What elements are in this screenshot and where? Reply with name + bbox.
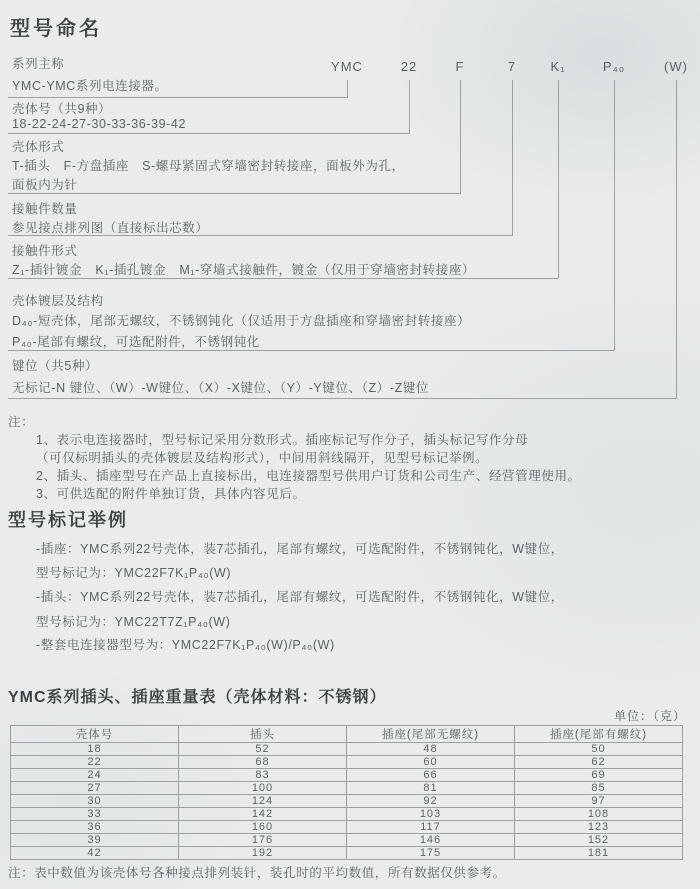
table-cell: 18 [11, 743, 179, 756]
section-desc: 面板内为针 [12, 178, 78, 192]
table-cell: 146 [347, 834, 515, 847]
table-cell: 52 [179, 743, 347, 756]
table-cell: 50 [515, 743, 683, 756]
table-cell: 192 [179, 847, 347, 860]
column-header-shell-no: 壳体号 [11, 726, 179, 743]
example-line: 型号标记为：YMC22F7K₁P₄₀(W) [36, 566, 232, 580]
table-row [11, 782, 683, 795]
section-label-series: 系列主称 [12, 57, 65, 71]
table-cell: 83 [179, 769, 347, 782]
table-cell: 66 [347, 769, 515, 782]
table-row [11, 821, 683, 834]
example-line: -插头：YMC系列22号壳体，装7芯插孔，尾部有螺纹，可选配附件，不锈钢钝化，W键位， [36, 590, 564, 604]
table-cell: 33 [11, 808, 179, 821]
model-code-series: YMC [331, 59, 363, 74]
section-label-key: 键位（共5种） [12, 359, 99, 373]
table-cell: 42 [11, 847, 179, 860]
section-desc: T-插头 F-方盘插座 S-螺母紧固式穿墙密封转接座，面板外为孔， [12, 159, 405, 173]
table-row [11, 808, 683, 821]
section-desc: YMC-YMC系列电连接器。 [12, 79, 168, 93]
table-cell: 85 [515, 782, 683, 795]
table-cell: 124 [179, 795, 347, 808]
section-label-contact-form: 接触件形式 [12, 244, 78, 258]
table-cell: 103 [347, 808, 515, 821]
model-code-key: (W) [664, 59, 688, 74]
table-cell: 160 [179, 821, 347, 834]
section-desc: 参见接点排列图（直接标出芯数） [12, 221, 209, 235]
table-row [11, 834, 683, 847]
section-label-shell-no: 壳体号（共9种） [12, 102, 112, 116]
weight-table-body [11, 743, 683, 860]
table-cell: 81 [347, 782, 515, 795]
table-cell: 123 [515, 821, 683, 834]
model-code-shell-no: 22 [400, 59, 418, 74]
section-desc: P₄₀-尾部有螺纹，可选配附件，不锈钢钝化 [12, 335, 260, 349]
note-item: 3、可供选配的附件单独订货，具体内容见后。 [36, 487, 306, 501]
model-code-contact-count: 7 [507, 59, 517, 74]
section-label-shell-form: 壳体形式 [12, 140, 65, 154]
example-line: 型号标记为：YMC22T7Z₁P₄₀(W) [36, 615, 231, 629]
column-header-plug: 插头 [179, 726, 347, 743]
table-cell: 142 [179, 808, 347, 821]
examples-heading: 型号标记举例 [8, 510, 128, 530]
table-footnote: 注：表中数值为该壳体号各种接点排列装针，装孔时的平均数值，所有数据仅供参考。 [8, 866, 506, 880]
table-cell: 181 [515, 847, 683, 860]
table-cell: 100 [179, 782, 347, 795]
notes-label: 注： [8, 415, 35, 429]
table-row [11, 847, 683, 860]
table-cell: 69 [515, 769, 683, 782]
page-title: 型号命名 [10, 18, 102, 40]
note-item: 1、表示电连接器时，型号标记采用分数形式。插座标记写作分子，插头标记写作分母 [36, 433, 529, 447]
table-cell: 117 [347, 821, 515, 834]
table-row [11, 795, 683, 808]
column-header-socket-thread: 插座(尾部有螺纹) [515, 726, 683, 743]
section-desc: Z₁-插针镀金 K₁-插孔镀金 M₁-穿墙式接触件，镀金（仅用于穿墙密封转接座） [12, 263, 476, 277]
weight-table-unit: 单位：（克） [613, 709, 686, 723]
section-desc: 18-22-24-27-30-33-36-39-42 [12, 117, 187, 131]
table-cell: 176 [179, 834, 347, 847]
table-row [11, 756, 683, 769]
weight-table [10, 725, 683, 860]
table-cell: 27 [11, 782, 179, 795]
table-cell: 62 [515, 756, 683, 769]
section-label-contact-count: 接触件数量 [12, 202, 78, 216]
model-code-plating: P₄₀ [602, 59, 626, 74]
section-desc: 无标记-N 键位、（W）-W键位、（X）-X键位、（Y）-Y键位、（Z）-Z键位 [12, 381, 430, 395]
table-row [11, 769, 683, 782]
model-code-contact-form: K₁ [550, 59, 566, 74]
section-desc: D₄₀-短壳体，尾部无螺纹，不锈钢钝化（仅适用于方盘插座和穿墙密封转接座） [12, 314, 471, 328]
weight-table-heading: YMC系列插头、插座重量表（壳体材料：不锈钢） [8, 689, 387, 706]
table-cell: 92 [347, 795, 515, 808]
table-cell: 22 [11, 756, 179, 769]
note-item: 2、插头、插座型号在产品上直接标出，电连接器型号供用户订货和公司生产、经营管理使用。 [36, 469, 581, 483]
table-cell: 152 [515, 834, 683, 847]
table-cell: 30 [11, 795, 179, 808]
example-line: -整套电连接器型号为：YMC22F7K₁P₄₀(W)/P₄₀(W) [36, 638, 335, 652]
table-cell: 36 [11, 821, 179, 834]
section-label-plating: 壳体镀层及结构 [12, 294, 104, 308]
table-cell: 175 [347, 847, 515, 860]
table-cell: 97 [515, 795, 683, 808]
table-cell: 48 [347, 743, 515, 756]
table-cell: 60 [347, 756, 515, 769]
note-item: （可仅标明插头的壳体镀层及结构形式），中间用斜线隔开，见型号标记举例。 [36, 451, 489, 465]
table-row [11, 743, 683, 756]
table-header-row [11, 726, 683, 743]
table-cell: 108 [515, 808, 683, 821]
table-cell: 68 [179, 756, 347, 769]
table-cell: 24 [11, 769, 179, 782]
table-cell: 39 [11, 834, 179, 847]
model-code-shell-form: F [455, 59, 465, 74]
example-line: -插座：YMC系列22号壳体，装7芯插孔，尾部有螺纹，可选配附件，不锈钢钝化，W键位， [36, 542, 564, 556]
column-header-socket-no-thread: 插座(尾部无螺纹) [347, 726, 515, 743]
